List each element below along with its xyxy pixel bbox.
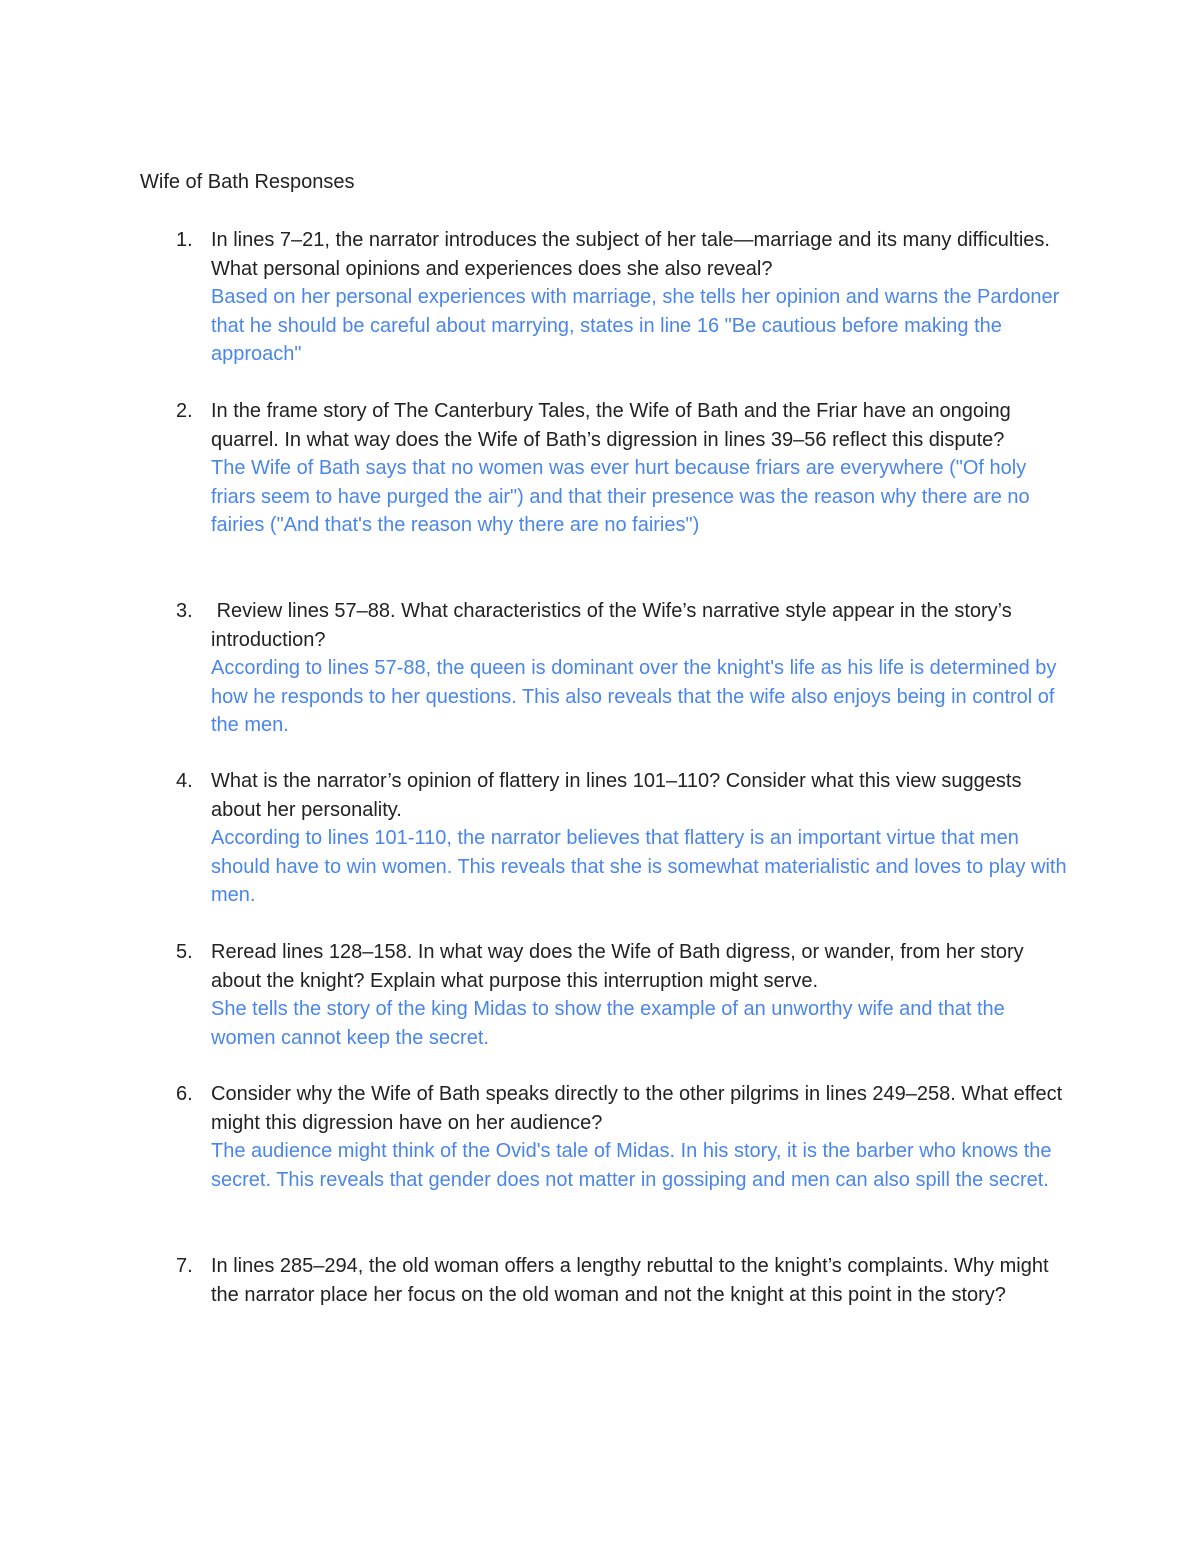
- question-body: [211, 938, 1071, 1052]
- question-number: 1.: [176, 229, 193, 251]
- question-text: In lines 7–21, the narrator introduces the subject of her tale—marriage and its many difficulties. What personal opinions and experiences does she also reveal?: [211, 229, 1050, 280]
- answer-text: According to lines 57-88, the queen is dominant over the knight's life as his life is determined by how he responds to her questions. This also reveals that the wife also enjoys being in control of the men.: [211, 657, 1057, 737]
- document-title: Wife of Bath Responses: [140, 171, 355, 193]
- question-number: 5.: [176, 941, 193, 963]
- question-body: [211, 1080, 1071, 1194]
- question-body: [211, 597, 1071, 740]
- answer-text: According to lines 101-110, the narrator believes that flattery is an important virtue that men should have to win women. This reveals that she is somewhat materialistic and loves to play with men.: [211, 827, 1067, 907]
- question-text: Review lines 57–88. What characteristics of the Wife’s narrative style appear in the story’s introduction?: [211, 600, 1018, 651]
- question-number: 2.: [176, 400, 193, 422]
- question-body: [211, 767, 1071, 910]
- answer-text: The audience might think of the Ovid's tale of Midas. In his story, it is the barber who knows the secret. This reveals that gender does not matter in gossiping and men can also spill the secret.: [211, 1140, 1052, 1191]
- question-body: [211, 397, 1071, 540]
- question-number: 6.: [176, 1083, 193, 1105]
- question-number: 7.: [176, 1255, 193, 1277]
- question-body: [211, 226, 1071, 369]
- question-text: Consider why the Wife of Bath speaks directly to the other pilgrims in lines 249–258. What effect might this digression have on her audience?: [211, 1083, 1063, 1134]
- question-body: [211, 1252, 1071, 1309]
- question-number: 3.: [176, 600, 193, 622]
- question-text: In lines 285–294, the old woman offers a lengthy rebuttal to the knight’s complaints. Why might the narrator place her focus on the old woman and not the knight at this point in the story?: [211, 1255, 1049, 1306]
- answer-text: Based on her personal experiences with marriage, she tells her opinion and warns the Pardoner that he should be careful about marrying, states in line 16 "Be cautious before making the approach": [211, 286, 1060, 366]
- question-text: What is the narrator’s opinion of flattery in lines 101–110? Consider what this view suggests about her personality.: [211, 770, 1022, 821]
- question-number: 4.: [176, 770, 193, 792]
- question-text: In the frame story of The Canterbury Tales, the Wife of Bath and the Friar have an ongoing quarrel. In what way does the Wife of Bath’s digression in lines 39–56 reflect this dispute?: [211, 400, 1011, 451]
- question-text: Reread lines 128–158. In what way does the Wife of Bath digress, or wander, from her story about the knight? Explain what purpose this interruption might serve.: [211, 941, 1024, 992]
- answer-text: She tells the story of the king Midas to show the example of an unworthy wife and that the women cannot keep the secret.: [211, 998, 1005, 1049]
- answer-text: The Wife of Bath says that no women was ever hurt because friars are everywhere ("Of holy friars seem to have purged the air") and that their presence was the reason why there are no fairies ("And that's the reason why there are no fairies"): [211, 457, 1030, 537]
